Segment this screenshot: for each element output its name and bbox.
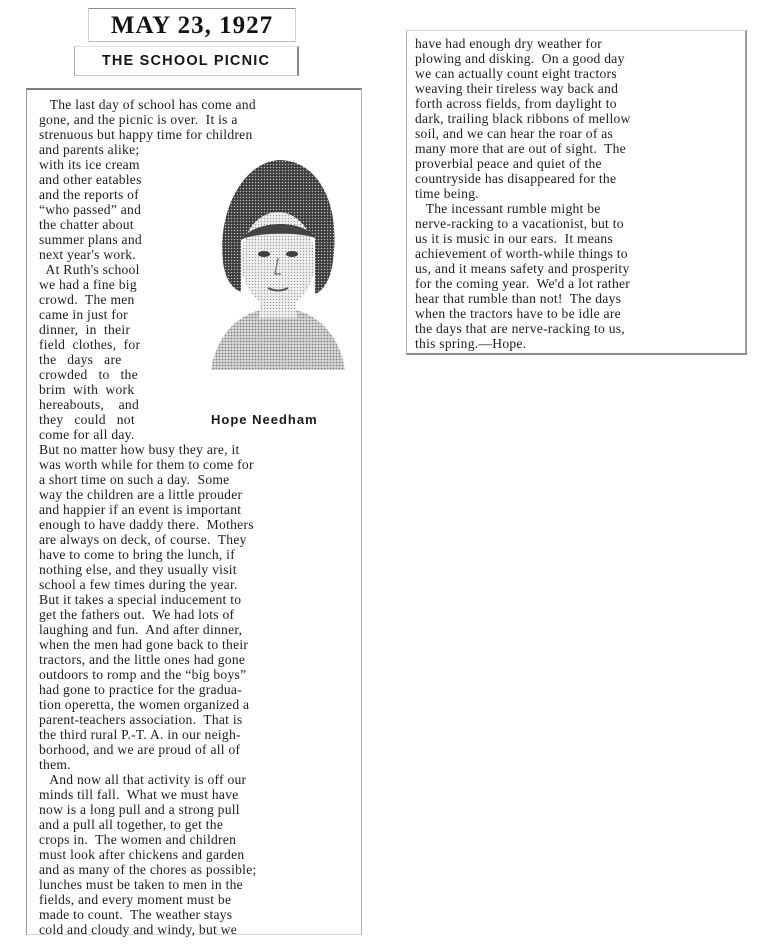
text-line: this spring.—Hope.	[415, 336, 527, 351]
text-line: the days that are nerve-racking to us,	[415, 321, 625, 336]
text-line: come for all day.	[39, 427, 135, 442]
text-line: proverbial peace and quiet of the	[415, 156, 602, 171]
text-line: for the coming year. We'd a lot rather	[415, 276, 631, 291]
text-line: the third rural P.-T. A. in our neigh-	[39, 727, 241, 742]
text-line: strenuous but happy time for children	[39, 127, 253, 142]
text-line: time being.	[415, 186, 479, 201]
headline-clipping	[74, 46, 299, 76]
text-line: summer plans and	[39, 232, 142, 247]
text-line: and as many of the chores as possible;	[39, 862, 257, 877]
text-line: achievement of worth-while things to	[415, 246, 628, 261]
article-headline: THE SCHOOL PICNIC	[101, 53, 271, 69]
portrait-photo-icon	[203, 142, 349, 374]
text-line: field clothes, for	[39, 337, 141, 352]
text-line: gone, and the picnic is over. It is a	[39, 112, 238, 127]
text-line: The last day of school has come and	[39, 97, 256, 112]
text-line: and the reports of	[39, 187, 140, 202]
text-line: tractors, and the little ones had gone	[39, 652, 246, 667]
text-line: a short time on such a day. Some	[39, 472, 230, 487]
text-line: laughing and fun. And after dinner,	[39, 622, 243, 637]
text-line: they could not	[39, 412, 135, 427]
text-line: lunches must be taken to men in the	[39, 877, 243, 892]
text-line: crowd. The men	[39, 292, 135, 307]
text-line: tion operetta, the women organized a	[39, 697, 250, 712]
text-line: we had a fine big	[39, 277, 137, 292]
text-line: now is a long pull and a strong pull	[39, 802, 240, 817]
text-line: At Ruth's school	[39, 262, 140, 277]
text-line: “who passed” and	[39, 202, 142, 217]
text-line: fields, and every moment must be	[39, 892, 232, 907]
date-clipping	[88, 8, 296, 42]
text-line: and parents alike;	[39, 142, 140, 157]
text-line: the days are	[39, 352, 122, 367]
text-line: soil, and we can hear the roar of as	[415, 126, 614, 141]
text-line: have had enough dry weather for	[415, 36, 603, 51]
text-line: had gone to practice for the gradua-	[39, 682, 242, 697]
text-line: hear that rumble than not! The days	[415, 291, 622, 306]
text-line: plowing and disking. On a good day	[415, 51, 625, 66]
text-line: borhood, and we are proud of all of	[39, 742, 241, 757]
text-line: nothing else, and they usually visit	[39, 562, 237, 577]
text-line: the chatter about	[39, 217, 134, 232]
text-line: next year's work.	[39, 247, 136, 262]
text-line: was worth while for them to come for	[39, 457, 254, 472]
text-line: brim with work	[39, 382, 135, 397]
text-line: dark, trailing black ribbons of mellow	[415, 111, 631, 126]
text-line: cold and cloudy and windy, but we	[39, 922, 238, 937]
text-line: and happier if an event is important	[39, 502, 242, 517]
text-line: And now all that activity is off our	[39, 772, 247, 787]
text-line: get the fathers out. We had lots of	[39, 607, 235, 622]
text-line: them.	[39, 757, 71, 772]
text-line: weaving their tireless way back and	[415, 81, 619, 96]
text-line: The incessant rumble might be	[415, 201, 601, 216]
text-line: crowded to the	[39, 367, 138, 382]
portrait-caption: Hope Needham	[211, 412, 318, 427]
text-line: many more that are out of sight. The	[415, 141, 626, 156]
article-column-left	[26, 88, 362, 935]
text-line: enough to have daddy there. Mothers	[39, 517, 254, 532]
text-line: crops in. The women and children	[39, 832, 237, 847]
text-line: came in just for	[39, 307, 128, 322]
text-line: when the men had gone back to their	[39, 637, 249, 652]
text-line: way the children are a little prouder	[39, 487, 243, 502]
text-line: with its ice cream	[39, 157, 140, 172]
text-line: school a few times during the year.	[39, 577, 238, 592]
text-line: minds till fall. What we must have	[39, 787, 239, 802]
text-line: hereabouts, and	[39, 397, 140, 412]
text-line: nerve-racking to a vacationist, but to	[415, 216, 624, 231]
text-line: us it is music in our ears. It means	[415, 231, 614, 246]
publication-date: MAY 23, 1927	[110, 12, 274, 39]
article-column-right	[406, 30, 747, 355]
text-line: But it takes a special inducement to	[39, 592, 242, 607]
text-line: parent-teachers association. That is	[39, 712, 243, 727]
text-line: forth across fields, from daylight to	[415, 96, 617, 111]
text-line: dinner, in their	[39, 322, 131, 337]
text-line: are always on deck, of course. They	[39, 532, 247, 547]
text-line: when the tractors have to be idle are	[415, 306, 621, 321]
text-line: outdoors to romp and the “big boys”	[39, 667, 247, 682]
text-line: But no matter how busy they are, it	[39, 442, 240, 457]
text-line: countryside has disappeared for the	[415, 171, 617, 186]
text-line: made to count. The weather stays	[39, 907, 233, 922]
text-line: we can actually count eight tractors	[415, 66, 617, 81]
text-line: and a pull all together, to get the	[39, 817, 224, 832]
text-line: have to come to bring the lunch, if	[39, 547, 235, 562]
text-line: and other eatables	[39, 172, 142, 187]
text-line: must look after chickens and garden	[39, 847, 245, 862]
text-line: us, and it means safety and prosperity	[415, 261, 630, 276]
